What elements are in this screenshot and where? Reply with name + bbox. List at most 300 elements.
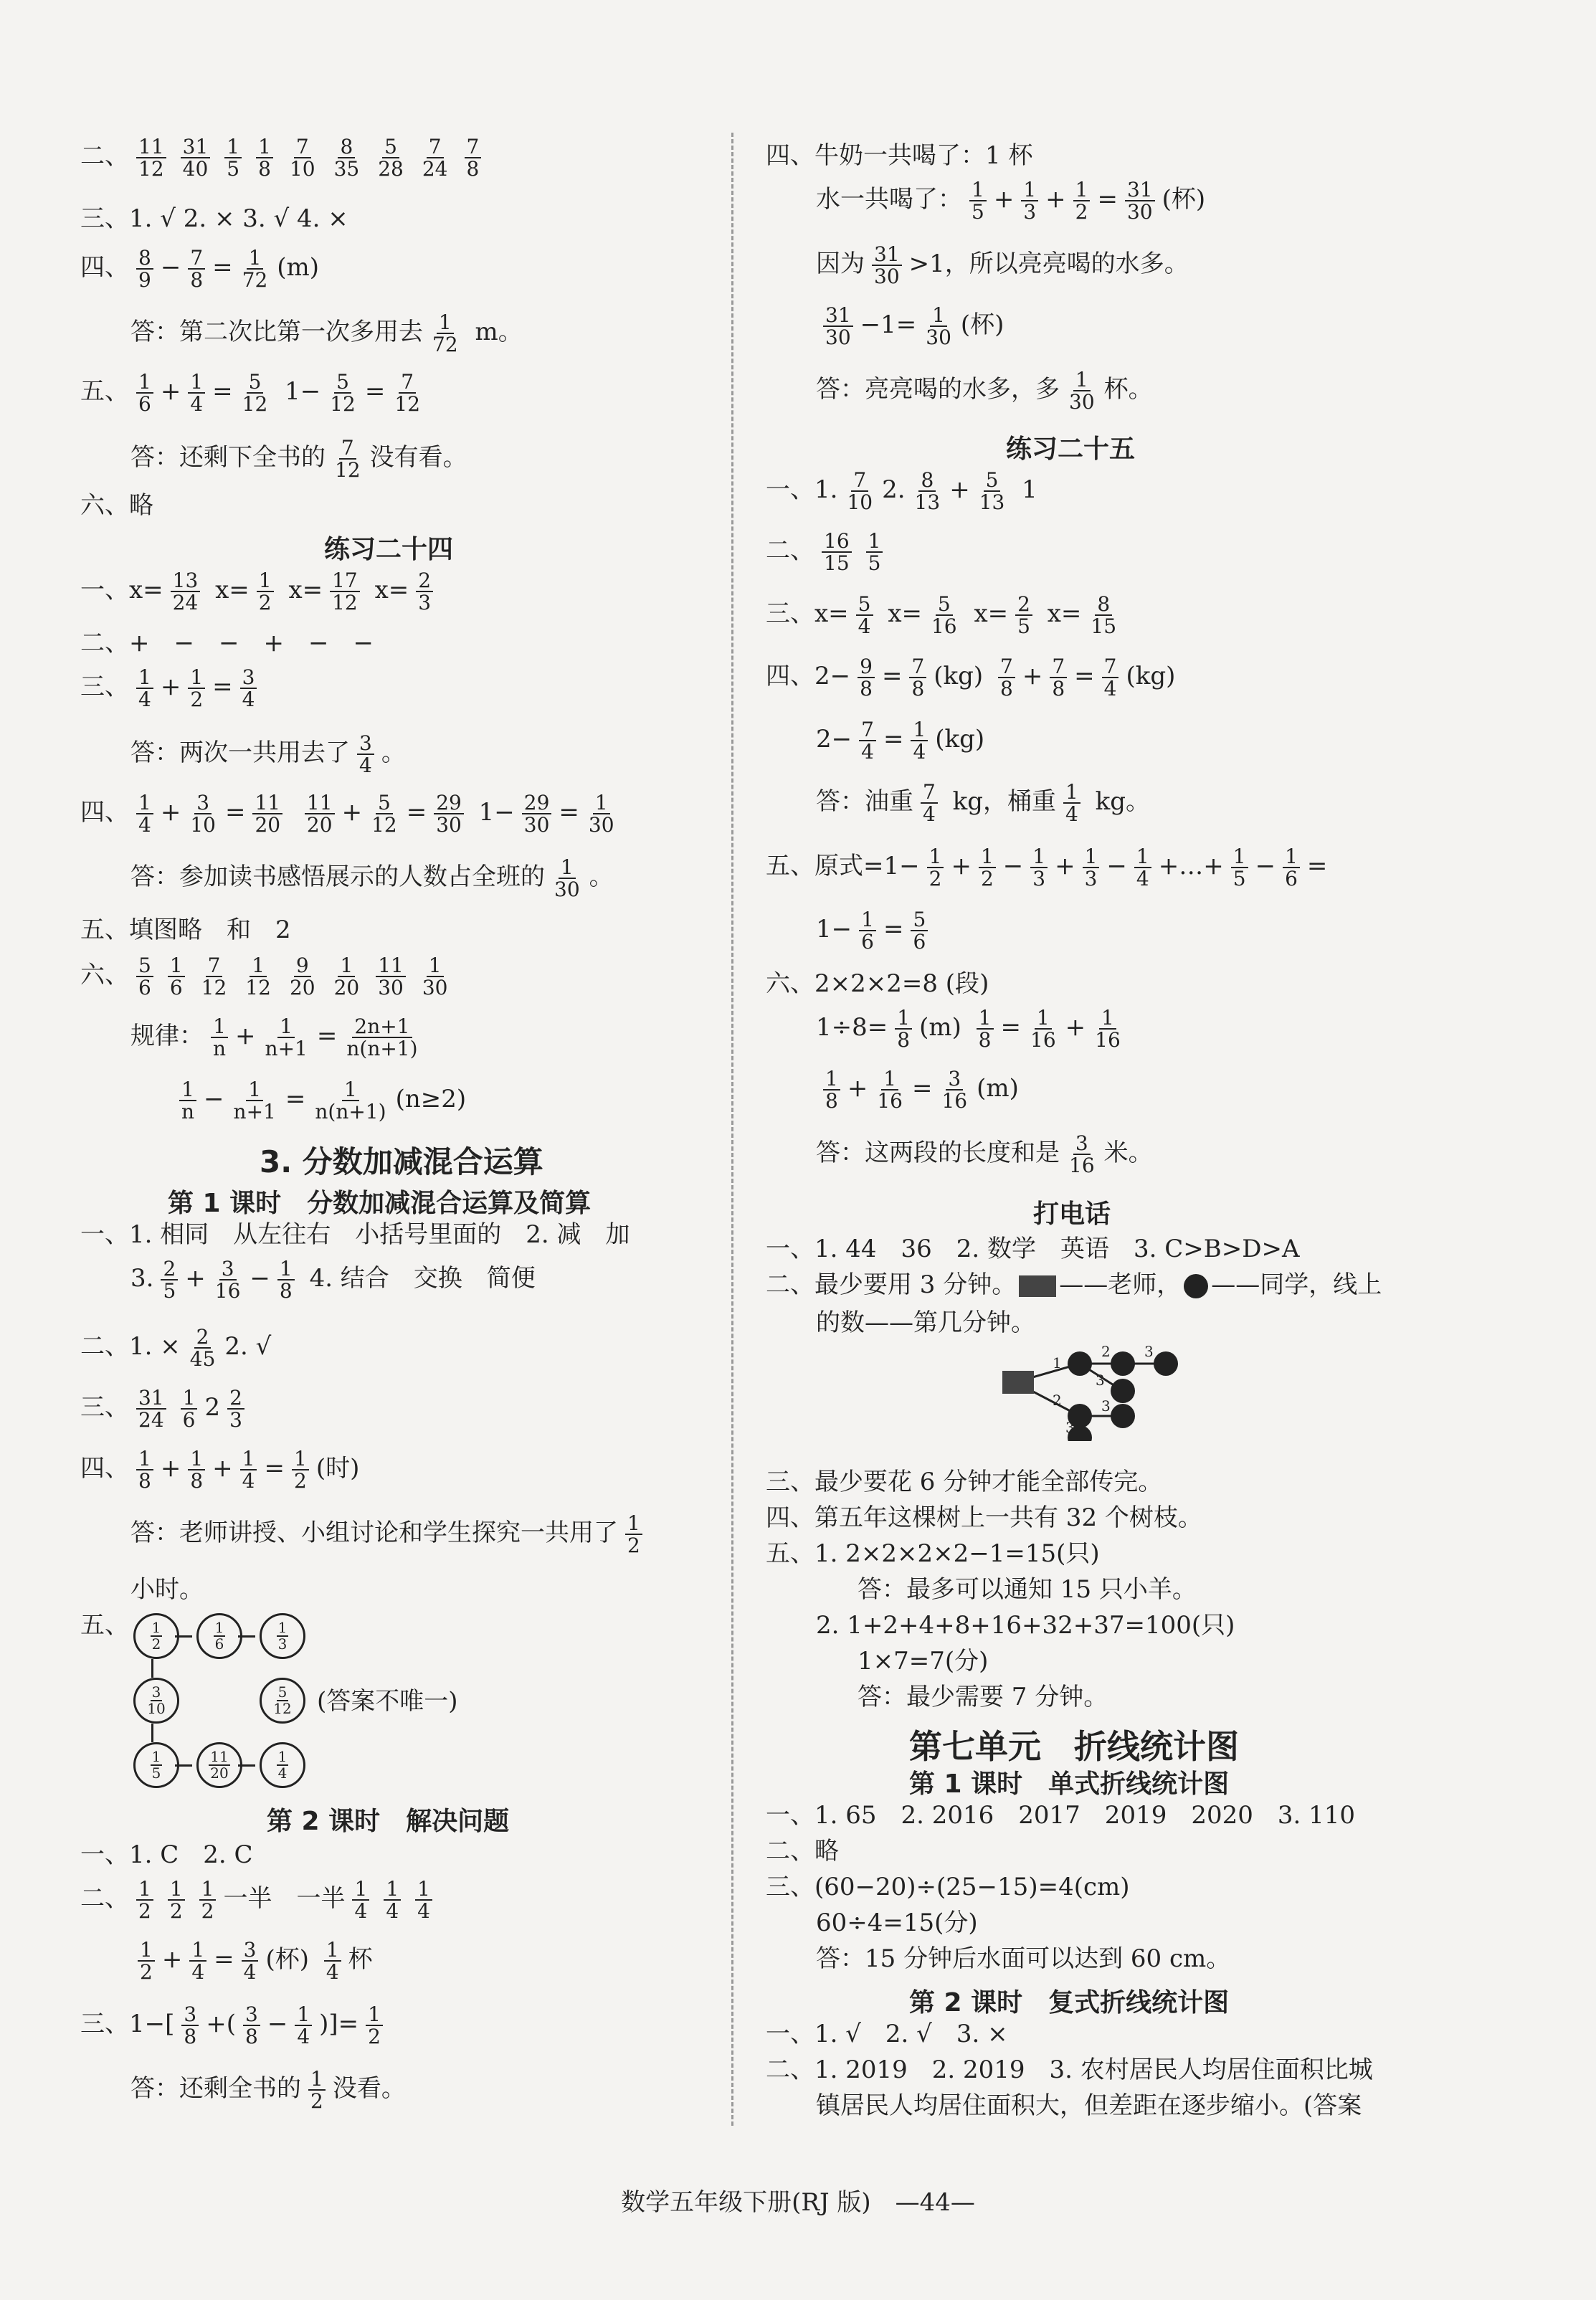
denominator: n+1 [265,1037,308,1061]
text-run: 2− [816,725,852,754]
denominator: 3 [277,1635,288,1653]
denominator: 12 [332,591,358,615]
line-6 [80,493,153,518]
numerator: 31 [872,244,902,266]
numerator: 5 [334,371,351,394]
text-run: = [1074,662,1095,691]
fraction [909,656,926,700]
text-run: + [161,1945,183,1975]
p24-line-1 [80,570,440,614]
fraction [366,2004,383,2048]
denominator: 72 [432,333,458,357]
fraction [823,305,853,348]
text-run: 二、 [80,1884,129,1914]
page-footer: 数学五年级下册(RJ 版) —44— [621,2188,975,2217]
text-run: 1− [285,377,321,407]
text-run: (杯) [960,310,1004,340]
numerator: 31 [181,136,211,158]
text-run: x= [888,599,922,629]
denominator: 3 [1084,867,1098,891]
fraction [288,136,318,180]
s2-line-3 [130,1939,373,1983]
text-run: 1− [816,915,852,944]
text-run: = [264,1454,285,1483]
numerator: 9 [858,656,875,678]
fraction [465,136,482,180]
rule-line-2 [172,1079,466,1123]
heading-section-3: 3. 分数加减混合运算 [260,1144,543,1179]
line-3-judgement [80,206,348,231]
denominator: 2 [293,1469,307,1493]
s1-line-5 [80,1448,359,1492]
text-run: m。 [467,318,523,347]
p25-line-6b [816,1007,1130,1051]
text-run: +( [206,2010,236,2039]
numerator: 1 [256,136,273,158]
fraction [357,733,374,776]
p25-line-4-answer [816,781,1150,825]
denominator: 24 [172,591,199,615]
denominator: 12 [335,458,361,483]
text-run: + [341,798,363,827]
denominator: 4 [354,1899,368,1924]
teacher-square [1002,1371,1034,1394]
fraction [430,312,460,356]
phone-line-10 [858,1685,1108,1709]
text-run: +…+ [1158,852,1224,881]
text-run: kg。 [1087,787,1151,817]
denominator: 2 [1075,200,1088,224]
numerator: 1 [188,1448,205,1470]
text-run: (杯) [1162,185,1206,214]
minute-label: 3 [1096,1372,1105,1389]
numerator: 8 [1095,594,1112,616]
fraction [332,955,362,999]
fraction [277,1258,295,1302]
numerator: 16 [822,531,852,553]
denominator: 16 [214,1279,241,1303]
numerator: 1 [181,1387,198,1410]
denominator: 30 [926,325,951,350]
text-run: x= [288,576,323,605]
numerator: 1 [224,136,242,158]
numerator: 1 [366,2004,383,2026]
numerator: 1 [881,1068,898,1090]
text-run: − [250,1264,270,1293]
fraction [179,1079,196,1123]
text-run: 米。 [1103,1139,1153,1168]
numerator: 3 [357,733,374,755]
text-run [983,662,991,690]
denominator: 4 [923,802,936,827]
fraction [240,667,257,711]
denominator: 8 [860,677,873,701]
fraction [188,667,205,711]
text-run: (m) [919,1013,961,1042]
denominator: 4 [913,740,926,764]
text-run: (n≥2) [395,1085,467,1114]
denominator: 6 [138,976,151,1000]
numerator: 1 [866,531,883,553]
denominator: 2 [258,591,272,615]
text-run: 五、1. 2×2×2×2−1=15(只) [766,1539,1100,1568]
numerator: 1 [257,570,274,592]
fraction [552,857,582,900]
numerator: 11 [376,955,406,977]
text-run: 没看。 [332,2074,406,2104]
numerator: 1 [342,1079,359,1101]
denominator: 30 [825,325,851,350]
fraction [1102,656,1119,700]
fraction [136,792,153,836]
numerator: 13 [171,570,201,592]
numerator: 1 [277,1016,295,1038]
s1-line-6 [130,1513,650,1557]
denominator: 2 [368,2025,381,2049]
heading-practice-25: 练习二十五 [1006,434,1136,464]
denominator: 45 [189,1347,216,1372]
u1-line-3 [766,1875,1130,1899]
numerator: 8 [918,470,936,492]
heading-unit7-lesson-2: 第 2 课时 复式折线统计图 [909,1988,1230,2018]
numerator: 1 [324,1939,341,1962]
u2-line-1 [766,2022,1008,2046]
denominator: 2 [980,867,994,891]
text-run: 。 [381,738,406,768]
r-line-2 [816,179,1205,223]
fraction [181,1387,198,1431]
text-run: 杯。 [1103,375,1153,404]
denominator: 4 [386,1899,399,1924]
fraction [866,531,883,574]
fraction [1015,594,1032,637]
text-run: 四、 [80,1454,129,1483]
numerator: 1 [246,1079,263,1101]
numerator: 3 [194,792,212,814]
numerator: 8 [338,136,355,158]
fraction [1067,369,1097,413]
fraction [913,470,943,513]
text-run: − [160,253,181,282]
fraction [921,781,938,825]
denominator: 30 [1126,200,1153,224]
denominator: 28 [378,157,404,181]
phone-line-9 [858,1647,989,1676]
fraction [392,371,422,415]
numerator: 1 [188,667,205,689]
numerator: 7 [427,136,444,158]
fraction [188,1326,218,1370]
denominator: 4 [138,688,151,712]
numerator: 3 [151,1683,161,1701]
text-run: 2. √ [224,1332,272,1362]
text-run: + [1055,852,1075,881]
fraction [822,531,852,574]
text-run: 2. [882,475,906,505]
numerator: 1 [240,1448,257,1470]
numerator: 3 [242,1939,259,1962]
denominator: 2 [138,1899,151,1924]
text-run: x= [1047,599,1082,629]
numerator: 2n+1 [352,1016,412,1038]
denominator: 8 [138,1469,151,1493]
text-run: 二、略 [766,1837,839,1866]
text-run: 答：15 分钟后水面可以达到 60 cm。 [816,1944,1231,1973]
text-run: (m) [977,1074,1019,1103]
denominator: 4 [861,740,874,764]
text-run: = [883,725,904,754]
text-run: + [1045,185,1066,214]
numerator: 29 [434,792,464,814]
u1-line-5 [816,1944,1231,1973]
numerator: 1 [1035,1007,1052,1030]
numerator: 1 [338,955,355,977]
numerator: 2 [416,570,433,592]
text-run: 二、 [766,536,814,566]
p25-line-5 [766,846,1327,890]
denominator: 2 [140,1960,153,1985]
p25-line-6 [766,971,989,996]
denominator: 72 [242,268,268,293]
text-run [1014,475,1022,504]
numerator: 1 [188,371,205,394]
denominator: 12 [201,976,227,1000]
denominator: 8 [897,1028,911,1052]
numerator: 1 [1063,781,1080,804]
s1-line-2 [130,1258,536,1302]
numerator: 1 [930,305,947,327]
text-run: kg，桶重 [944,787,1057,817]
text-run [961,1013,969,1042]
fraction [171,570,201,614]
minute-label: 3 [1144,1343,1154,1360]
fraction-circle [133,1678,179,1724]
numerator: 1 [859,909,876,931]
fraction [136,667,153,711]
text-run: 答：第二次比第一次多用去 [130,318,423,347]
numerator: 1 [911,719,928,741]
denominator: 2 [201,1899,214,1924]
denominator: 3 [229,1408,242,1432]
text-run: 三、(60−20)÷(25−15)=4(cm) [766,1873,1130,1901]
denominator: 10 [147,1700,166,1717]
fraction [181,2004,199,2048]
denominator: 6 [182,1408,196,1432]
denominator: 8 [466,157,480,181]
fraction [252,792,282,836]
student-dot [1111,1379,1135,1403]
numerator: 7 [339,437,356,460]
denominator: 4 [417,1899,430,1924]
numerator: 1 [1134,846,1151,868]
student-dot-icon [1184,1274,1208,1298]
text-run: 一、1. √ 2. √ 3. × [766,2020,1008,2048]
fraction [188,371,205,415]
column-divider [731,133,733,2126]
text-run [309,1945,317,1974]
denominator: 16 [1030,1028,1056,1052]
numerator: 3 [181,2004,199,2026]
text-run: = [1097,185,1118,214]
text-run: 答：参加读书感悟展示的人数占全班的 [130,862,545,892]
denominator: 12 [330,392,356,417]
answer-note: (答案不唯一) [317,1687,458,1716]
numerator: 7 [399,371,416,394]
s2-line-4 [80,2004,390,2048]
p24-line-2 [80,631,374,655]
fraction [376,136,406,180]
text-run: − [1002,852,1024,881]
text-run: = [285,1085,306,1114]
denominator: 5 [868,551,881,576]
denominator: 5 [163,1279,176,1303]
heading-lesson-1: 第 1 课时 分数加减混合运算及简算 [168,1189,592,1218]
denominator: 30 [1069,390,1095,414]
denominator: 30 [874,265,900,289]
s1-line-8 [80,1613,129,1638]
numerator: 1 [559,857,576,879]
numerator: 1 [136,667,153,689]
numerator: 1 [1283,846,1300,868]
text-run: x= [374,576,409,605]
text-run: + [212,1454,233,1483]
fraction [845,470,875,513]
numerator: 11 [136,136,166,158]
p25-line-4b [816,719,984,763]
p24-line-3-answer [130,733,406,776]
text-run [290,798,298,827]
fraction [263,1016,310,1060]
fraction [136,1878,153,1922]
text-run: − [267,2010,288,2039]
fraction [332,136,362,180]
fraction [856,594,873,637]
text-run: 一、1. 44 36 2. 数学 英语 3. C>B>D>A [766,1235,1300,1263]
text-run: (kg) [935,725,985,754]
text-run: 答：两次一共用去了 [130,738,350,768]
minute-label: 2 [1101,1343,1111,1360]
numerator: 1 [1099,1007,1116,1030]
numerator: 31 [136,1387,166,1410]
denominator: 12 [371,813,397,837]
connector [175,1635,192,1638]
text-run: = [406,798,427,827]
text-run: 答：亮亮喝的水多，多 [816,375,1060,404]
text-run: + [847,1074,868,1103]
numerator: 1 [277,1258,295,1280]
text-run [966,599,974,628]
fraction [384,1878,401,1922]
fraction [1030,846,1048,890]
numerator: 1 [1030,846,1048,868]
denominator: 6 [214,1635,224,1653]
denominator: 8 [825,1089,838,1113]
numerator: 7 [206,955,223,977]
fraction [1093,1007,1123,1051]
numerator: 3 [1073,1133,1091,1155]
teacher-square-icon [1019,1275,1056,1297]
text-run: 二、+ − − + − − [80,629,374,657]
text-run: 1− [478,798,515,827]
p25-line-5b [816,909,935,953]
line-2-fractions [80,136,488,180]
u1-line-4 [816,1911,978,1935]
p25-line-4 [766,656,1175,700]
text-run: + [160,673,181,702]
text-run: = [1000,1013,1021,1042]
numerator: 1 [1073,179,1091,201]
text-run [1040,599,1048,628]
text-run: = [316,1022,338,1051]
text-run: + [160,377,181,407]
denominator: 8 [190,1469,204,1493]
text-run: (杯) [265,1945,310,1975]
text-run: 二、1. × [80,1332,181,1362]
fraction [859,909,876,953]
fraction [929,594,959,637]
fraction [292,1448,309,1492]
denominator: 4 [297,2025,310,2049]
p25-line-6-answer [816,1133,1153,1177]
numerator: 1 [250,955,267,977]
phone-line-8 [816,1613,1235,1638]
fraction [969,179,987,223]
numerator: 1 [136,1448,153,1470]
u1-line-2 [766,1837,839,1866]
text-run: 四、第五年这棵树上一共有 32 个树枝。 [766,1503,1202,1532]
text-run: = [212,253,233,282]
text-run: 1×7=7(分) [858,1647,989,1676]
numerator: 1 [151,1619,161,1636]
numerator: 1 [895,1007,912,1030]
text-run: = [883,915,904,944]
denominator: 12 [242,392,268,417]
denominator: 4 [1103,677,1117,701]
fraction [161,1258,178,1302]
text-run: 答：最多可以通知 15 只小羊。 [858,1575,1197,1604]
denominator: 10 [289,157,315,181]
text-run: 2. 1+2+4+8+16+32+37=100(只) [816,1611,1235,1640]
fraction [1050,656,1067,700]
numerator: 1 [1231,846,1248,868]
denominator: n(n+1) [315,1100,386,1124]
numerator: 1 [1083,846,1100,868]
text-run [367,576,375,604]
text-run: 杯 [348,1945,373,1975]
numerator: 1 [1073,369,1091,391]
p24-line-6 [80,955,457,999]
numerator: 8 [136,247,153,270]
denominator: 8 [1000,677,1013,701]
heading-unit-7: 第七单元 折线统计图 [909,1727,1239,1766]
fraction [923,305,954,348]
text-run: x= [129,576,163,605]
fraction [434,792,464,836]
fraction [939,1068,969,1112]
numerator: 5 [984,470,1001,492]
text-run: 一、1. 相同 从左往右 小括号里面的 2. 减 加 [80,1220,630,1249]
text-run: 答：这两段的长度和是 [816,1139,1060,1168]
fraction [352,1878,369,1922]
text-run: 五、原式=1− [766,852,920,881]
fraction [136,1448,153,1492]
numerator: 1 [277,1748,288,1765]
fraction [911,909,928,953]
text-run: (时) [315,1454,360,1483]
text-run: + [185,1264,206,1293]
denominator: 8 [244,2025,258,2049]
fraction [168,1878,185,1922]
